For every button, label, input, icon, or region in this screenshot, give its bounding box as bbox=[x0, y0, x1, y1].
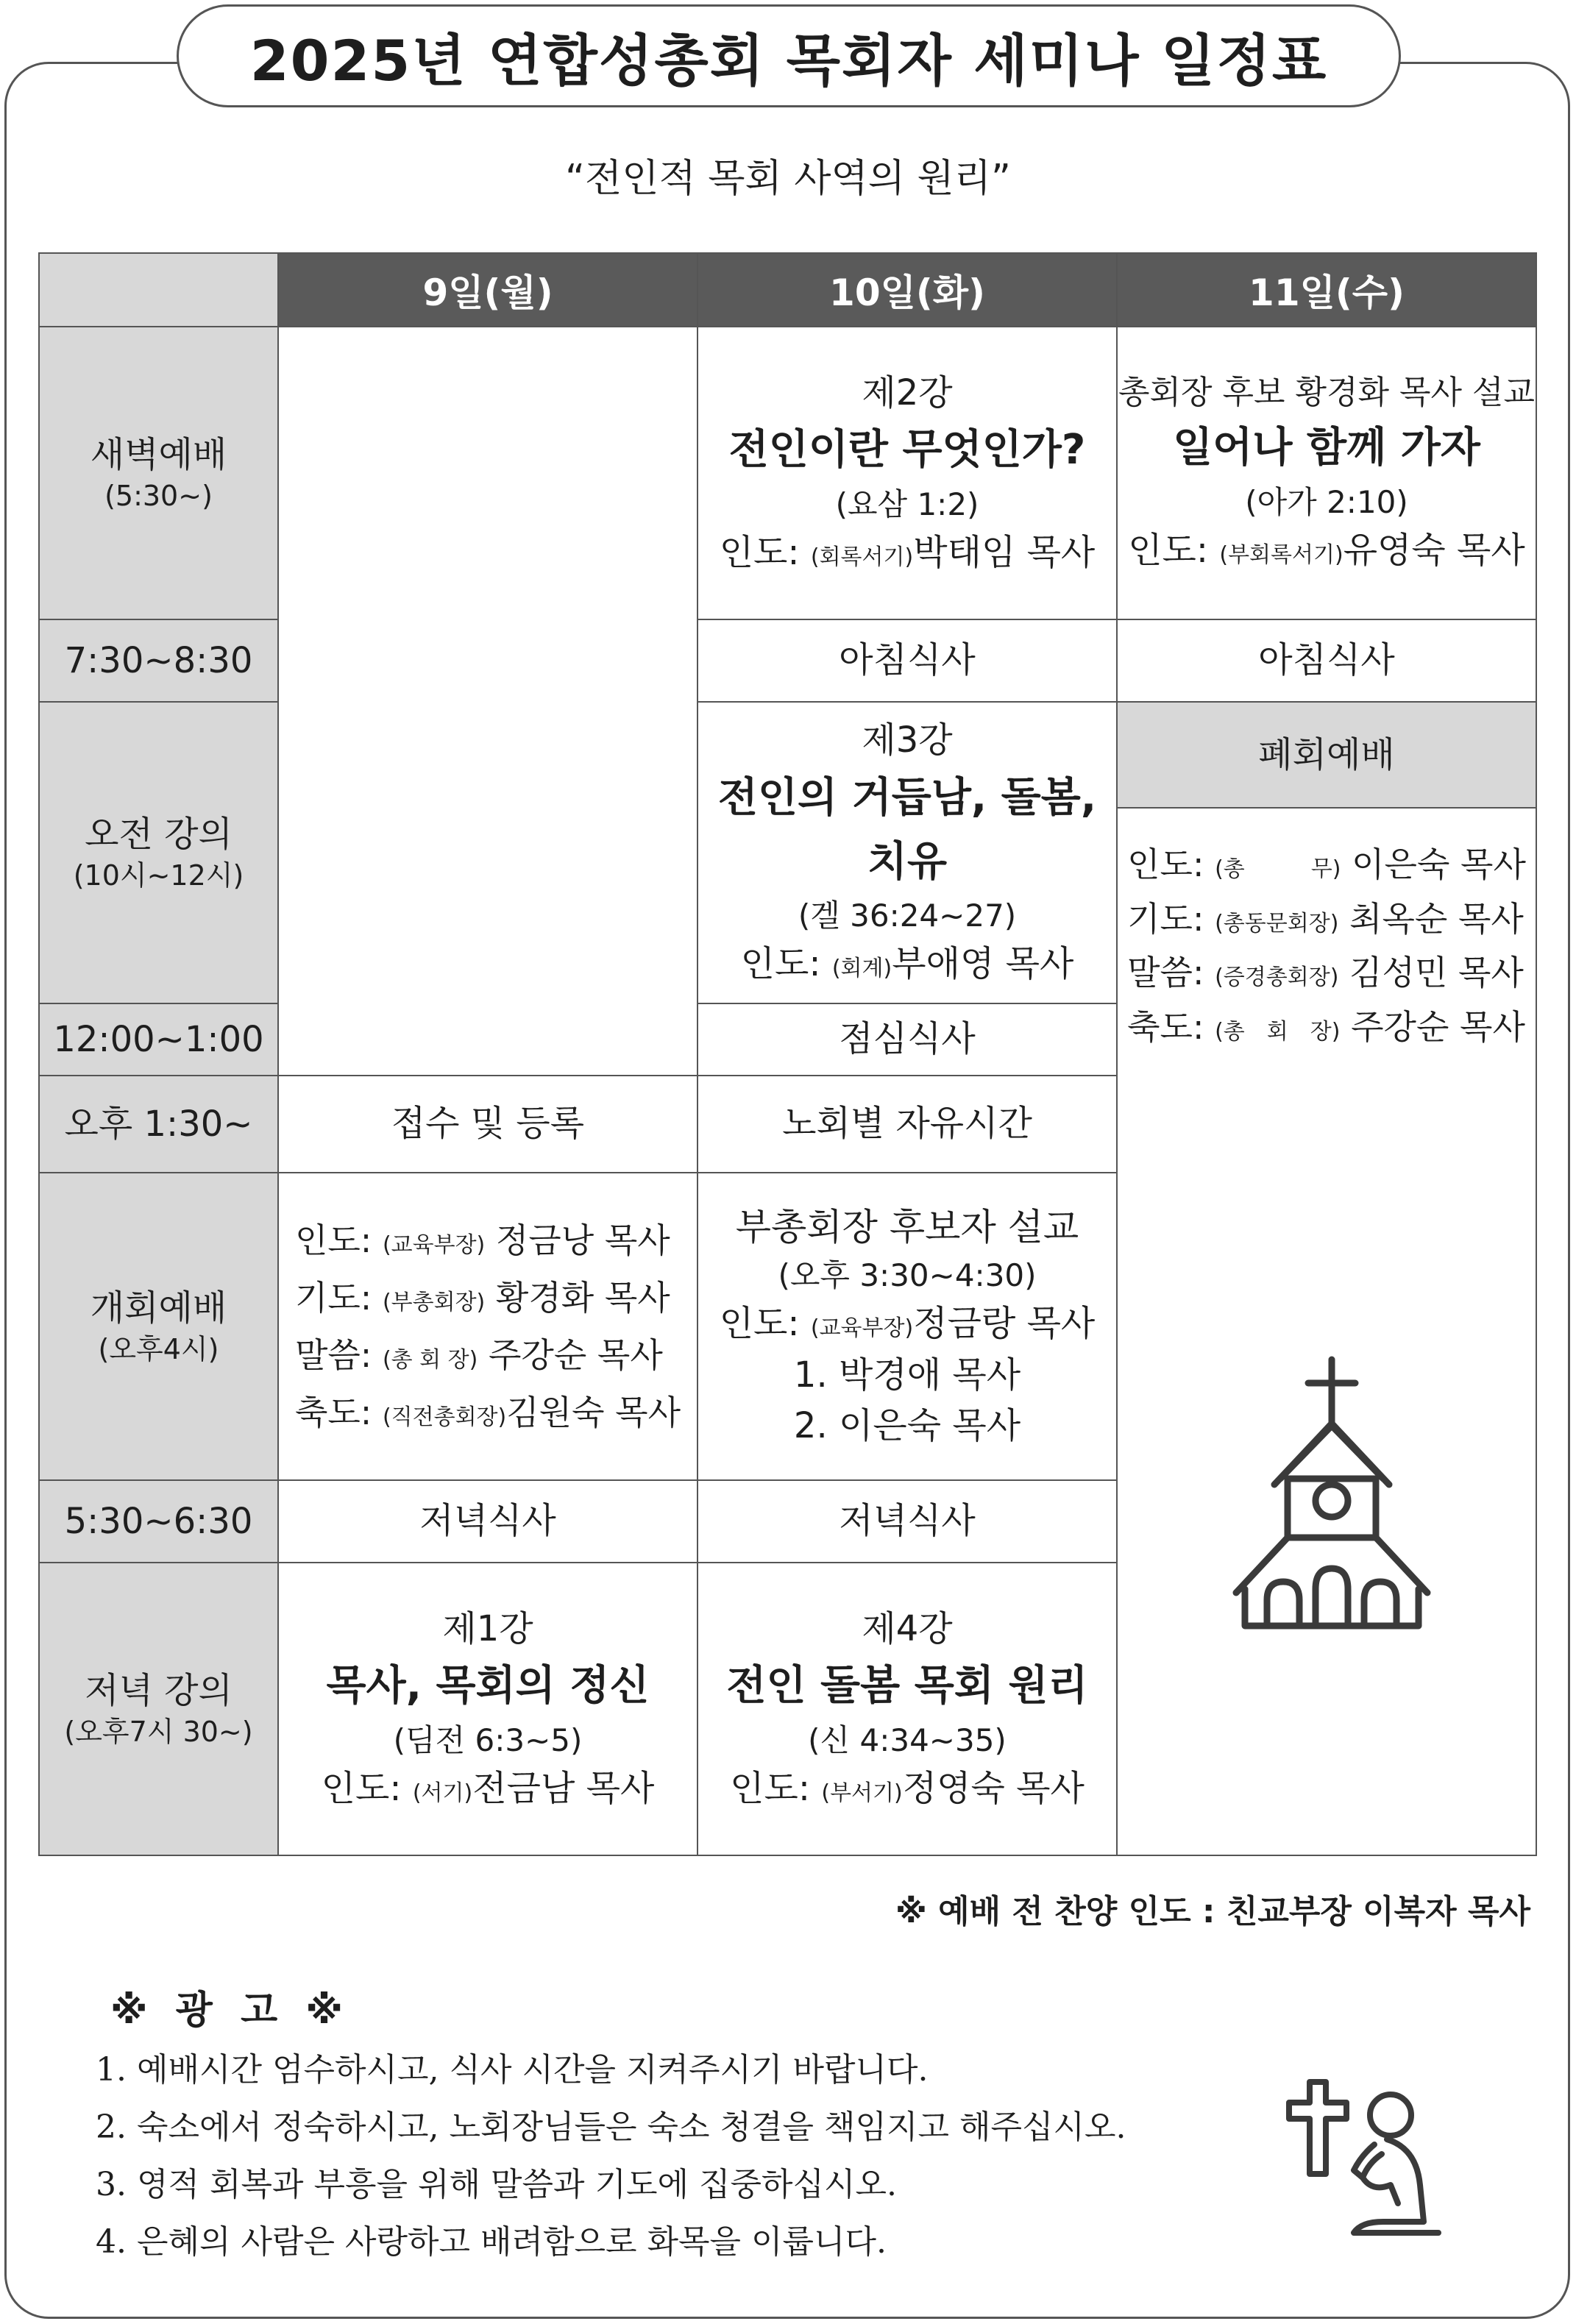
title-box bbox=[177, 4, 1401, 107]
announcement-item: 4. 은혜의 사람은 사랑하고 배려함으로 화목을 이룹니다. bbox=[96, 2223, 887, 2261]
col-header-day11: 11일(수) bbox=[1117, 253, 1536, 327]
lecture-title: 전인의 거듭남, 돌봄, 치유 bbox=[717, 773, 1097, 886]
announcement-list bbox=[96, 2042, 1126, 2271]
closing-service-list: 인도: (총 무) 이은숙 목사 기도: (총동문회장) 최옥순 목사 말씀: (증경총회장) 김성민 목사 축도: (총 회 장) 주강순 목사 bbox=[1127, 845, 1526, 1047]
time-dawn: 새벽예배 (5:30~) bbox=[39, 327, 278, 619]
day9-opening-service bbox=[278, 1173, 698, 1480]
time-opening: 개회예배 (오후4시) bbox=[39, 1173, 278, 1480]
sermon-title: 일어나 함께 가자 bbox=[1173, 424, 1480, 472]
day11-dawn: 총회장 후보 황경화 목사 설교 일어나 함께 가자 (아가 2:10) 인도: (부회록서기)유영숙 목사 bbox=[1117, 327, 1536, 619]
time-dinner: 5:30~6:30 bbox=[39, 1480, 278, 1563]
day11-closing-service bbox=[1117, 702, 1536, 1855]
time-evening: 저녁 강의 (오후7시 30~) bbox=[39, 1563, 278, 1855]
opening-service-list: 인도: (교육부장) 정금낭 목사 기도: (부총회장) 황경화 목사 말씀: (총 회 장) 주강순 목사 축도: (직전총회장)김원숙 목사 bbox=[294, 1220, 681, 1433]
day10-evening: 제4강 전인 돌봄 목회 원리 (신 4:34~35) 인도: (부서기)정영숙 목사 bbox=[698, 1563, 1117, 1855]
col-header-day9: 9일(월) bbox=[278, 253, 698, 327]
lecture-title: 목사, 목회의 정신 bbox=[326, 1662, 650, 1710]
closing-service-header: 폐회예배 bbox=[1118, 703, 1536, 809]
day10-breakfast: 아침식사 bbox=[698, 619, 1117, 702]
time-afternoon: 오후 1:30~ bbox=[39, 1076, 278, 1173]
day9-afternoon: 접수 및 등록 bbox=[278, 1076, 698, 1173]
corner-cell bbox=[39, 253, 278, 327]
day10-dawn: 제2강 전인이란 무엇인가? (요삼 1:2) 인도: (회록서기)박태임 목사 bbox=[698, 327, 1117, 619]
day9-morning-empty bbox=[278, 327, 698, 1076]
page-title: 2025년 연합성총회 목회자 세미나 일정표 bbox=[249, 27, 1328, 93]
day9-evening: 제1강 목사, 목회의 정신 (딤전 6:3~5) 인도: (서기)전금남 목사 bbox=[278, 1563, 698, 1855]
announcement-item: 3. 영적 회복과 부흥을 위해 말씀과 기도에 집중하십시오. bbox=[96, 2166, 897, 2203]
church-icon bbox=[1229, 1354, 1435, 1633]
day10-dinner: 저녁식사 bbox=[698, 1480, 1117, 1563]
announcement-item: 2. 숙소에서 정숙하시고, 노회장님들은 숙소 청결을 책임지고 해주십시오. bbox=[96, 2108, 1126, 2146]
page-subtitle: “전인적 목회 사역의 원리” bbox=[565, 157, 1011, 201]
lecture-title: 전인이란 무엇인가? bbox=[728, 426, 1086, 475]
col-header-day10: 10일(화) bbox=[698, 253, 1117, 327]
day10-afternoon: 노회별 자유시간 bbox=[698, 1076, 1117, 1173]
day10-lunch: 점심식사 bbox=[698, 1003, 1117, 1076]
lecture-title: 전인 돌봄 목회 원리 bbox=[726, 1662, 1088, 1710]
praying-person-icon bbox=[1280, 2075, 1449, 2244]
day9-dinner: 저녁식사 bbox=[278, 1480, 698, 1563]
announcement-heading: ※ 광 고 ※ bbox=[110, 1989, 350, 2033]
day10-opening-sermons: 부총회장 후보자 설교 (오후 3:30~4:30) 인도: (교육부장)정금랑 목사 1. 박경애 목사 2. 이은숙 목사 bbox=[698, 1173, 1117, 1480]
time-morning: 오전 강의 (10시~12시) bbox=[39, 702, 278, 1003]
announcement-item: 1. 예배시간 엄수하시고, 식사 시간을 지켜주시기 바랍니다. bbox=[96, 2051, 929, 2089]
praise-leader-note: ※ 예배 전 찬양 인도 : 친교부장 이복자 목사 bbox=[895, 1893, 1530, 1930]
day10-morning: 제3강 전인의 거듭남, 돌봄, 치유 (겔 36:24~27) 인도: (회계)부애영 목사 bbox=[698, 702, 1117, 1003]
time-breakfast: 7:30~8:30 bbox=[39, 619, 278, 702]
time-lunch: 12:00~1:00 bbox=[39, 1003, 278, 1076]
day11-breakfast: 아침식사 bbox=[1117, 619, 1536, 702]
